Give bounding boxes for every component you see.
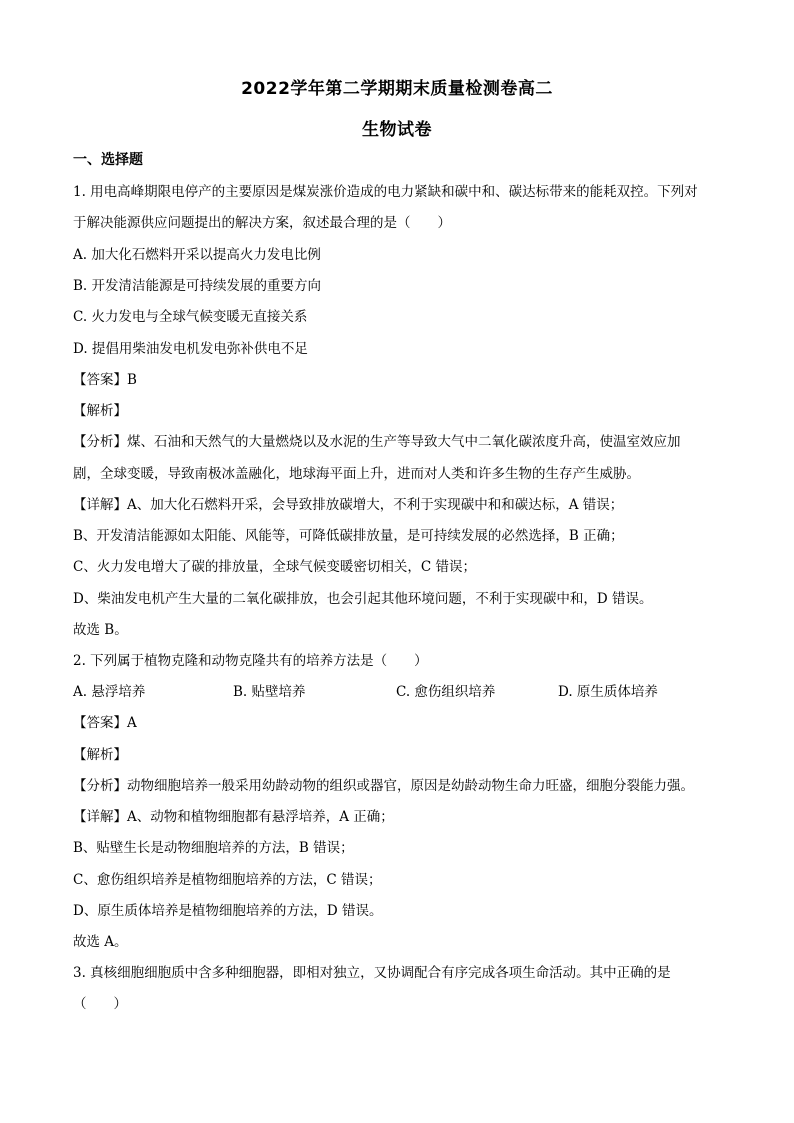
q2-detail-line3: C、愈伤组织培养是植物细胞培养的方法，C 错误； <box>73 872 382 888</box>
q2-fenxi: 【分析】动物细胞培养一般采用幼龄动物的组织或器官，原因是幼龄动物生命力旺盛，细胞分裂能力强。 <box>73 778 694 794</box>
q2-detail-line4: D、原生质体培养是植物细胞培养的方法，D 错误。 <box>73 903 383 919</box>
q2-detail-line2: B、贴壁生长是动物细胞培养的方法，B 错误； <box>73 840 354 856</box>
q2-stem: 2. 下列属于植物克隆和动物克隆共有的培养方法是（ ） <box>73 653 428 669</box>
q1-analysis-label: 【解析】 <box>73 403 127 419</box>
exam-subtitle: 生物试卷 <box>362 120 432 140</box>
q2-option-b: B. 贴壁培养 <box>233 684 306 700</box>
q1-option-d: D. 提倡用柴油发电机发电弥补供电不足 <box>73 341 308 357</box>
q2-option-a: A. 悬浮培养 <box>73 684 146 700</box>
q2-detail-line1: 【详解】A、动物和植物细胞都有悬浮培养，A 正确； <box>73 809 394 825</box>
q1-detail-line2: B、开发清洁能源如太阳能、风能等，可降低碳排放量，是可持续发展的必然选择，B 正确； <box>73 528 624 544</box>
q2-conclusion: 故选 A。 <box>73 934 128 950</box>
q2-analysis-label: 【解析】 <box>73 747 127 763</box>
section-heading: 一、选择题 <box>73 152 143 168</box>
q1-detail-line1: 【详解】A、加大化石燃料开采，会导致排放碳增大，不利于实现碳中和和碳达标，A 错误； <box>73 497 624 513</box>
q2-answer: 【答案】A <box>73 715 137 731</box>
q2-option-c: C. 愈伤组织培养 <box>396 684 496 700</box>
q1-stem-line2: 于解决能源供应问题提出的解决方案，叙述最合理的是（ ） <box>73 215 451 231</box>
q1-fenxi-line1: 【分析】煤、石油和天然气的大量燃烧以及水泥的生产等导致大气中二氧化碳浓度升高，使温室效应加 <box>73 434 681 450</box>
q1-stem-line1: 1. 用电高峰期限电停产的主要原因是煤炭涨价造成的电力紧缺和碳中和、碳达标带来的能耗双控。下列对 <box>73 184 698 200</box>
q3-stem-line1: 3. 真核细胞细胞质中含多种细胞器，即相对独立，又协调配合有序完成各项生命活动。其中正确的是 <box>73 965 671 981</box>
q1-option-c: C. 火力发电与全球气候变暖无直接关系 <box>73 309 308 325</box>
q1-option-a: A. 加大化石燃料开采以提高火力发电比例 <box>73 247 321 263</box>
q1-fenxi-line2: 剧，全球变暖，导致南极冰盖融化，地球海平面上升，进而对人类和许多生物的生存产生威胁。 <box>73 466 640 482</box>
q1-answer: 【答案】B <box>73 372 137 388</box>
q3-stem-line2: （ ） <box>73 996 127 1012</box>
q1-option-b: B. 开发清洁能源是可持续发展的重要方向 <box>73 278 322 294</box>
q2-option-d: D. 原生质体培养 <box>558 684 658 700</box>
q1-detail-line3: C、火力发电增大了碳的排放量，全球气候变暖密切相关，C 错误； <box>73 559 476 575</box>
q1-detail-line4: D、柴油发电机产生大量的二氧化碳排放，也会引起其他环境问题，不利于实现碳中和，D 错误。 <box>73 591 653 607</box>
exam-title: 2022学年第二学期期末质量检测卷高二 <box>241 79 553 99</box>
q1-conclusion: 故选 B。 <box>73 622 128 638</box>
